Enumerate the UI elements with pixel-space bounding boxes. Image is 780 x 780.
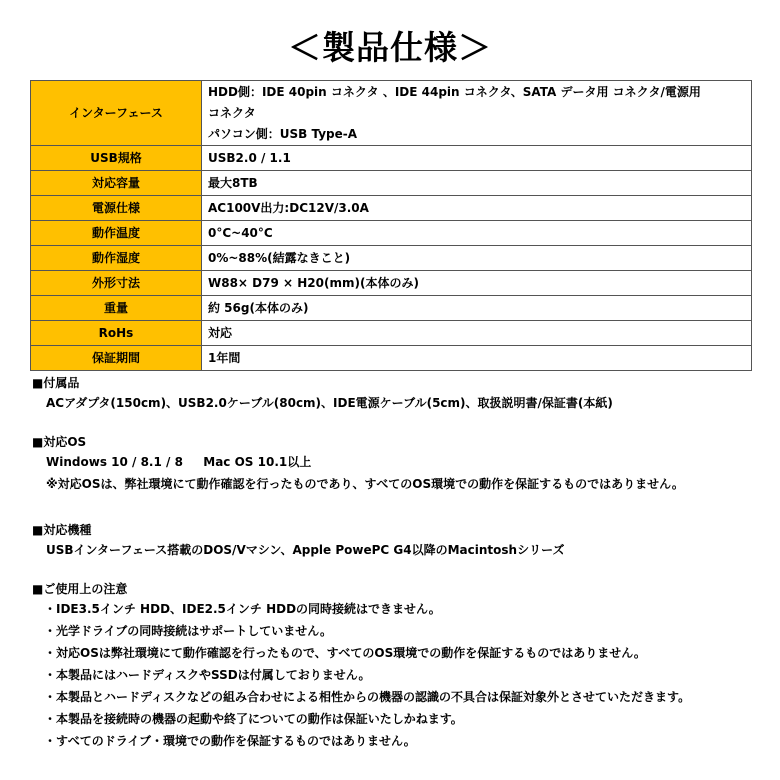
accessories-section — [32, 374, 613, 414]
spec-value-line: コネクタ — [208, 105, 256, 120]
note-item: ・IDE3.5インチ HDD、IDE2.5インチ HDDの同時接続はできません。 — [44, 602, 441, 616]
spec-row-dimensions — [31, 271, 752, 296]
spec-row-usb — [31, 146, 752, 171]
section-heading: ■対応機種 — [32, 523, 92, 537]
spec-value-line: HDD側：IDE 40pin コネクタ 、IDE 44pin コネクタ、SATA データ用 コネクタ/電源用 — [208, 84, 701, 99]
spec-label: 保証期間 — [31, 346, 202, 371]
spec-value: 0°C~40°C — [202, 221, 752, 246]
spec-value: 1年間 — [202, 346, 752, 371]
spec-row-capacity — [31, 171, 752, 196]
section-line: USBインターフェース搭載のDOS/Vマシン、Apple PowePC G4以降のMacintoshシリーズ — [46, 543, 565, 557]
page-title: ＜製品仕様＞ — [288, 28, 492, 67]
spec-value: 対応 — [202, 321, 752, 346]
spec-label: 対応容量 — [31, 171, 202, 196]
section-line: ACアダプタ(150cm)、USB2.0ケーブル(80cm)、IDE電源ケーブル(5cm)、取扱説明書/保証書(本紙) — [46, 396, 613, 410]
section-line: ※対応OSは、弊社環境にて動作確認を行ったものであり、すべてのOS環境での動作を保証するものではありません。 — [46, 477, 684, 491]
os-section — [32, 433, 684, 495]
spec-row-power — [31, 196, 752, 221]
spec-value: USB2.0 / 1.1 — [202, 146, 752, 171]
spec-value: 0%~88%(結露なきこと) — [202, 246, 752, 271]
spec-row-rohs — [31, 321, 752, 346]
spec-label: 外形寸法 — [31, 271, 202, 296]
spec-label: インターフェース — [31, 81, 202, 146]
section-line: Windows 10 / 8.1 / 8 Mac OS 10.1以上 — [46, 455, 312, 469]
spec-label: 動作湿度 — [31, 246, 202, 271]
note-item: ・対応OSは弊社環境にて動作確認を行ったもので、すべてのOS環境での動作を保証するものではありません。 — [44, 646, 646, 660]
spec-value — [202, 81, 752, 146]
note-item: ・すべてのドライブ・環境での動作を保証するものではありません。 — [44, 734, 416, 748]
section-heading: ■対応OS — [32, 435, 87, 449]
note-item: ・本製品とハードディスクなどの組み合わせによる相性からの機器の認識の不具合は保証対象外とさせていただきます。 — [44, 690, 691, 704]
spec-row-weight — [31, 296, 752, 321]
note-item: ・光学ドライブの同時接続はサポートしていません。 — [44, 624, 333, 638]
notes-section — [32, 580, 690, 752]
spec-value: AC100V出力:DC12V/3.0A — [202, 196, 752, 221]
spec-row-humidity — [31, 246, 752, 271]
spec-value-line: パソコン側：USB Type-A — [208, 126, 358, 141]
note-item: ・本製品を接続時の機器の起動や終了についての動作は保証いたしかねます。 — [44, 712, 463, 726]
spec-value: 約 56g(本体のみ) — [202, 296, 752, 321]
note-item: ・本製品にはハードディスクやSSDは付属しておりません。 — [44, 668, 371, 682]
spec-row-interface — [31, 81, 752, 146]
spec-row-warranty — [31, 346, 752, 371]
spec-label: 動作温度 — [31, 221, 202, 246]
spec-row-temperature — [31, 221, 752, 246]
section-heading: ■付属品 — [32, 376, 80, 390]
spec-table — [30, 80, 752, 371]
spec-label: USB規格 — [31, 146, 202, 171]
spec-label: RoHs — [31, 321, 202, 346]
spec-value: W88× D79 × H20(mm)(本体のみ) — [202, 271, 752, 296]
spec-label: 重量 — [31, 296, 202, 321]
models-section — [32, 521, 564, 561]
spec-label: 電源仕様 — [31, 196, 202, 221]
spec-value: 最大8TB — [202, 171, 752, 196]
section-heading: ■ご使用上の注意 — [32, 582, 128, 596]
